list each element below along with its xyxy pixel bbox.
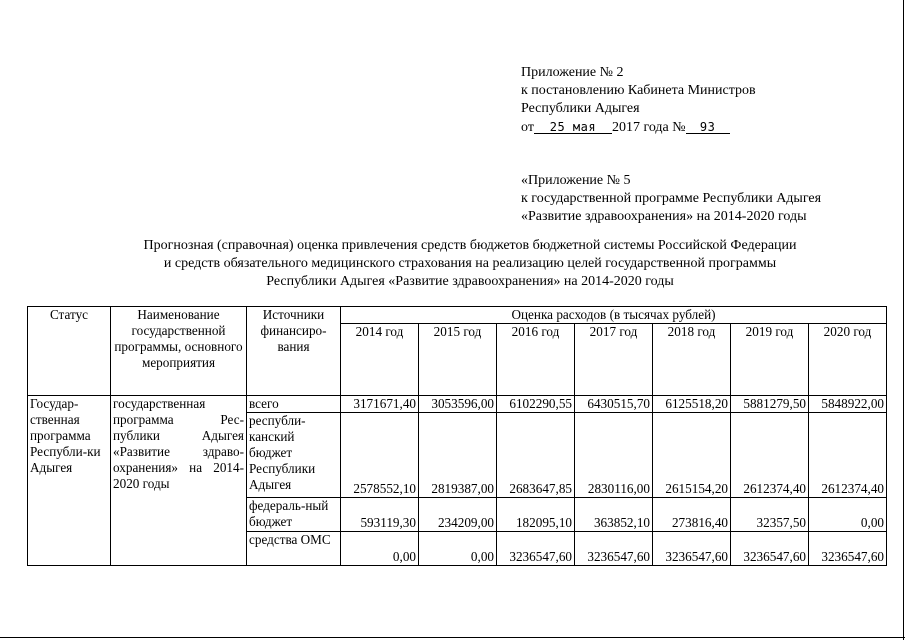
header-year: 2014 год xyxy=(341,324,419,396)
appendix-line2: к постановлению Кабинета Министров xyxy=(521,83,756,98)
date-year: 2017 года № xyxy=(611,120,686,135)
header-status: Статус xyxy=(28,307,111,396)
value-cell: 2683647,85 xyxy=(497,413,575,498)
header-year: 2019 год xyxy=(731,324,809,396)
appendix-block xyxy=(521,64,756,137)
value-cell: 2615154,20 xyxy=(653,413,731,498)
appendix-line3: Республики Адыгея xyxy=(521,101,640,116)
quoted-appendix-line2: к государственной программе Республики Адыгея xyxy=(521,191,822,206)
value-cell: 2612374,40 xyxy=(731,413,809,498)
value-cell: 6125518,20 xyxy=(653,396,731,413)
value-cell: 32357,50 xyxy=(731,498,809,532)
source-cell: федераль-ный бюджет xyxy=(247,498,341,532)
document-heading xyxy=(100,237,840,291)
value-cell: 5848922,00 xyxy=(809,396,887,413)
value-cell: 593119,30 xyxy=(341,498,419,532)
source-cell: республи-канский бюджет Республики Адыгея xyxy=(247,413,341,498)
date-prefix: от xyxy=(521,120,534,135)
status-cell: Государ-ственная программа Республи-ки Адыгея xyxy=(28,396,111,566)
value-cell: 3236547,60 xyxy=(653,532,731,566)
page-edge-right xyxy=(903,0,904,640)
value-cell: 0,00 xyxy=(809,498,887,532)
value-cell: 3236547,60 xyxy=(575,532,653,566)
value-cell: 2819387,00 xyxy=(419,413,497,498)
value-cell: 2578552,10 xyxy=(341,413,419,498)
header-year: 2017 год xyxy=(575,324,653,396)
date-day: 25 мая xyxy=(549,120,597,134)
quoted-appendix-line3: «Развитие здравоохранения» на 2014-2020 годы xyxy=(521,209,807,224)
header-estimate: Оценка расходов (в тысячах рублей) xyxy=(341,307,887,324)
value-cell: 3053596,00 xyxy=(419,396,497,413)
value-cell: 182095,10 xyxy=(497,498,575,532)
value-cell: 234209,00 xyxy=(419,498,497,532)
value-cell: 3171671,40 xyxy=(341,396,419,413)
header-year: 2016 год xyxy=(497,324,575,396)
value-cell: 6430515,70 xyxy=(575,396,653,413)
heading-line2: и средств обязательного медицинского страхования на реализацию целей государственной программы xyxy=(163,256,777,271)
appendix-title: Приложение № 2 xyxy=(521,65,624,80)
header-year: 2015 год xyxy=(419,324,497,396)
value-cell: 0,00 xyxy=(419,532,497,566)
header-name: Наименование государственной программы, основного мероприятия xyxy=(111,307,247,396)
value-cell: 3236547,60 xyxy=(497,532,575,566)
header-year: 2018 год xyxy=(653,324,731,396)
quoted-appendix-title: «Приложение № 5 xyxy=(521,173,631,188)
heading-line1: Прогнозная (справочная) оценка привлечения средств бюджетов бюджетной системы Российской Федерации xyxy=(143,238,797,253)
page-edge-bottom xyxy=(0,637,905,638)
heading-line3: Республики Адыгея «Развитие здравоохранения» на 2014-2020 годы xyxy=(266,274,674,289)
budget-table xyxy=(27,306,887,566)
header-sources: Источники финансиро-вания xyxy=(247,307,341,396)
value-cell: 363852,10 xyxy=(575,498,653,532)
value-cell: 5881279,50 xyxy=(731,396,809,413)
appendix-date-line xyxy=(521,118,756,137)
value-cell: 3236547,60 xyxy=(731,532,809,566)
table-row xyxy=(28,396,887,413)
value-cell: 273816,40 xyxy=(653,498,731,532)
document-number: 93 xyxy=(699,120,716,134)
value-cell: 2830116,00 xyxy=(575,413,653,498)
value-cell: 6102290,55 xyxy=(497,396,575,413)
header-year: 2020 год xyxy=(809,324,887,396)
program-name-cell: государственная программа Рес-публики Адыгея «Развитие здраво-охранения» на 2014-2020 годы xyxy=(111,396,247,566)
value-cell: 3236547,60 xyxy=(809,532,887,566)
source-cell: средства ОМС xyxy=(247,532,341,566)
quoted-appendix-block xyxy=(521,172,821,226)
value-cell: 0,00 xyxy=(341,532,419,566)
value-cell: 2612374,40 xyxy=(809,413,887,498)
source-cell: всего xyxy=(247,396,341,413)
